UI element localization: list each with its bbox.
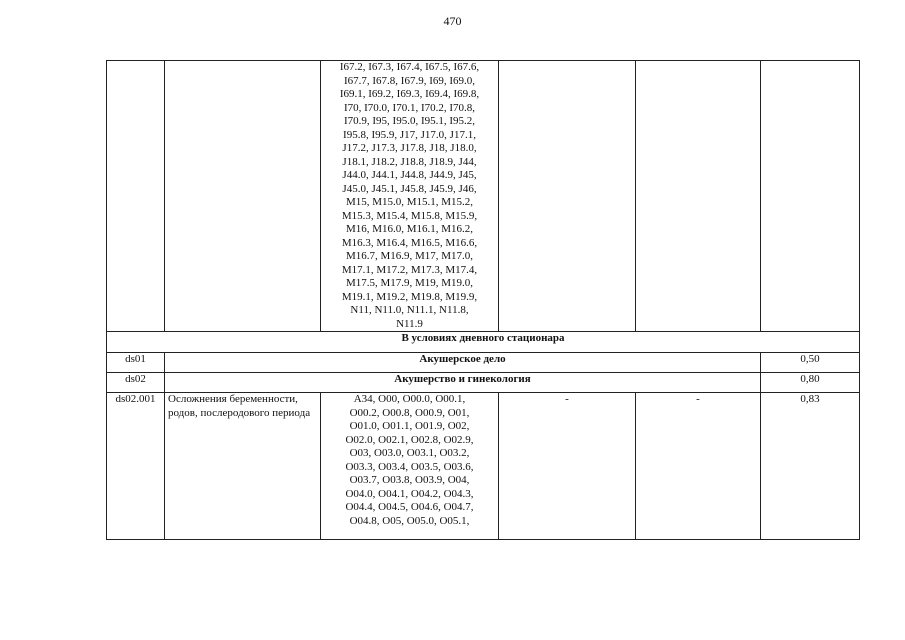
continuation-row <box>107 61 860 332</box>
icd-code-line: N11.9 <box>396 317 423 330</box>
detail-col5: - <box>636 393 761 540</box>
profile-coefficient: 0,50 <box>761 353 860 373</box>
icd-code-line: M15.3, M15.4, M15.8, M15.9, <box>341 209 478 222</box>
section-header: В условиях дневного стационара <box>107 332 860 353</box>
cell-code-empty <box>107 61 165 332</box>
icd-code-line: O04.0, O04.1, O04.2, O04.3, <box>345 487 474 500</box>
icd-code-line: I70.9, I95, I95.0, I95.1, I95.2, <box>343 115 476 127</box>
icd-code-line: O04.8, O05, O05.0, O05.1, <box>349 514 470 527</box>
detail-coefficient: 0,83 <box>761 393 860 540</box>
icd-code-line: M16.3, M16.4, M16.5, M16.6, <box>341 236 478 249</box>
icd-code-line: I95.8, I95.9, J17, J17.0, J17.1, <box>343 128 476 141</box>
icd-code-line: I69.1, I69.2, I69.3, I69.4, I69.8, <box>339 88 480 100</box>
cell-col5-empty <box>636 61 761 332</box>
icd-code-line: J45.0, J45.1, J45.8, J45.9, J46, <box>342 182 477 195</box>
cell-col4-empty <box>499 61 636 332</box>
profile-coefficient: 0,80 <box>761 373 860 393</box>
icd-code-line: O03, O03.0, O03.1, O03.2, <box>349 447 470 459</box>
profile-name: Акушерское дело <box>165 353 761 373</box>
icd-code-line: M17.5, M17.9, M19, M19.0, <box>345 277 474 289</box>
icd-code-line: M16, M16.0, M16.1, M16.2, <box>345 223 474 235</box>
icd-code-line: J44.0, J44.1, J44.8, J44.9, J45, <box>342 169 477 181</box>
detail-col4: - <box>499 393 636 540</box>
section-row <box>107 332 860 353</box>
icd-code-line: M16.7, M16.9, M17, M17.0, <box>345 250 474 262</box>
icd-codes-cell <box>321 61 499 332</box>
detail-icd-codes-cell <box>321 393 499 540</box>
cell-name-empty <box>165 61 321 332</box>
detail-name: Осложнения беременности, родов, послеродового периода <box>165 393 321 540</box>
profile-code: ds02 <box>107 373 165 393</box>
detail-code: ds02.001 <box>107 393 165 540</box>
icd-code-line: A34, O00, O00.0, O00.1, <box>353 393 466 405</box>
icd-code-line: I70, I70.0, I70.1, I70.2, I70.8, <box>343 101 476 114</box>
tariff-table <box>106 60 860 540</box>
page-number: 470 <box>443 14 462 28</box>
icd-code-line: M17.1, M17.2, M17.3, M17.4, <box>341 263 478 276</box>
icd-code-line: I67.7, I67.8, I67.9, I69, I69.0, <box>343 74 476 87</box>
icd-code-line: N11, N11.0, N11.1, N11.8, <box>350 304 469 316</box>
icd-code-line: O04.4, O04.5, O04.6, O04.7, <box>345 501 474 513</box>
icd-code-line: J18.1, J18.2, J18.8, J18.9, J44, <box>342 155 477 168</box>
icd-code-line: O03.3, O03.4, O03.5, O03.6, <box>345 460 474 473</box>
icd-code-line: O01.0, O01.1, O01.9, O02, <box>349 420 470 432</box>
icd-code-line: M19.1, M19.2, M19.8, M19.9, <box>341 290 478 303</box>
icd-code-line: J17.2, J17.3, J17.8, J18, J18.0, <box>342 142 477 154</box>
detail-row <box>107 393 860 540</box>
icd-code-line: M15, M15.0, M15.1, M15.2, <box>345 196 474 208</box>
cell-coef-empty <box>761 61 860 332</box>
icd-code-line: I67.2, I67.3, I67.4, I67.5, I67.6, <box>339 61 480 73</box>
icd-code-line: O02.0, O02.1, O02.8, O02.9, <box>345 433 474 446</box>
profile-code: ds01 <box>107 353 165 373</box>
icd-code-line: O00.2, O00.8, O00.9, O01, <box>349 406 470 419</box>
icd-code-line: O03.7, O03.8, O03.9, O04, <box>349 474 470 486</box>
profile-row <box>107 353 860 373</box>
profile-name: Акушерство и гинекология <box>165 373 761 393</box>
profile-row <box>107 373 860 393</box>
